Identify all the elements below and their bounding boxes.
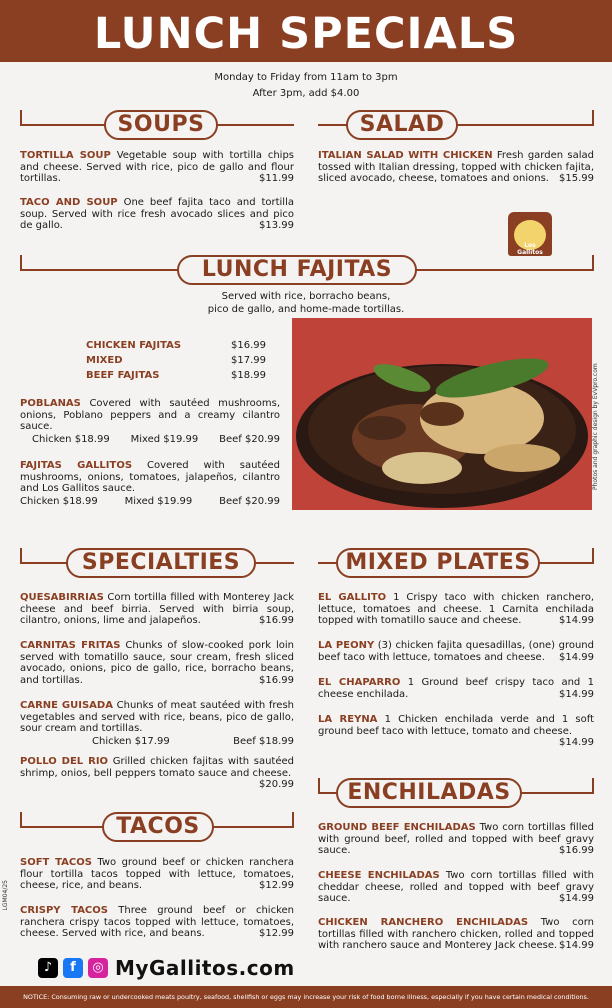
fajitas-photo-art [292, 318, 592, 510]
menu-item [20, 398, 280, 445]
soups-heading [20, 110, 294, 140]
photo-credit: Photos and graphic design by EvVpro.com [592, 363, 599, 490]
print-code: LGM04/25 [2, 880, 9, 911]
menu-item [20, 460, 280, 507]
item-price: Beef $18.99 [233, 735, 294, 747]
menu-item [318, 640, 594, 663]
mixed-plates-heading [318, 548, 594, 578]
item-name: CRISPY TACOS [20, 905, 108, 916]
item-price: $16.99 [259, 674, 294, 686]
item-price: $20.99 [259, 779, 294, 790]
mixed-plates-title: MIXED PLATES [336, 548, 540, 578]
item-desc: Two corn tortillas filled with cheddar cheese, rolled and topped with beef gravy sauce. [318, 870, 594, 904]
item-price: $12.99 [259, 928, 294, 939]
item-name: TORTILLA SOUP [20, 150, 111, 161]
rule-cap [592, 548, 594, 564]
soups-title: SOUPS [104, 110, 218, 140]
rule-cap [292, 812, 294, 828]
menu-item [20, 150, 294, 185]
item-desc: One beef fajita taco and tortilla soup. Served with rice fresh avocado slices and pico de gallo. [20, 197, 294, 231]
specialties-heading [20, 548, 294, 578]
item-price: $14.99 [559, 651, 594, 663]
after-hours-text: After 3pm, add $4.00 [252, 88, 360, 99]
item-price: $18.99 [231, 370, 266, 381]
item-name: LA REYNA [318, 714, 378, 725]
fajitas-heading [20, 255, 594, 285]
item-name: CHICKEN RANCHERO ENCHILADAS [318, 917, 529, 928]
item-desc: Covered with sautéed mushrooms, onions, tomatoes, jalapeños, cilantro and Los Gallitos sauce. [20, 460, 280, 494]
item-name: FAJITAS GALLITOS [20, 460, 133, 471]
salad-title: SALAD [346, 110, 458, 140]
website-link[interactable]: MyGallitos.com [115, 956, 295, 980]
item-price: $11.99 [259, 173, 294, 184]
item-name: ITALIAN SALAD WITH CHICKEN [318, 150, 493, 161]
instagram-icon[interactable]: ◎ [88, 958, 108, 978]
list-item [86, 368, 266, 383]
item-price: $13.99 [259, 220, 294, 231]
fajitas-photo [292, 318, 592, 510]
menu-item [318, 677, 594, 700]
price-row [20, 496, 280, 508]
item-desc: 1 Chicken enchilada verde and 1 soft ground beef taco with lettuce, tomato and cheese. [318, 714, 595, 737]
price-row [20, 434, 280, 446]
item-name: QUESABIRRIAS [20, 592, 104, 603]
item-desc: Chunks of slow-cooked pork loin served with tomatillo sauce, sour cream, fresh sliced avocado, onions, pico de gallo, rice, borracho beans, and tortillas. [20, 640, 295, 686]
rule-cap [592, 255, 594, 271]
enchiladas-title: ENCHILADAS [336, 778, 522, 808]
item-price: Chicken $17.99 [92, 735, 170, 747]
list-item [86, 338, 266, 353]
facebook-icon[interactable]: f [63, 958, 83, 978]
menu-item [318, 150, 594, 185]
social-links [38, 957, 295, 979]
enchiladas-heading [318, 778, 594, 808]
item-name: LA PEONY [318, 640, 375, 651]
rule-cap [20, 110, 22, 126]
rule-cap [318, 778, 320, 794]
item-desc: 1 Ground beef crispy taco and 1 cheese enchilada. [318, 677, 594, 700]
menu-item [318, 714, 594, 749]
item-price: Chicken $18.99 [32, 433, 110, 445]
tiktok-icon[interactable]: ♪ [38, 958, 58, 978]
item-price: $17.99 [231, 355, 266, 366]
item-desc: Corn tortilla filled with Monterey Jack cheese and beef birria. Served with birria soup, cilantro, onions, lime and jalapeños. [20, 592, 295, 626]
logo-text: Los Gallitos [517, 242, 543, 256]
item-desc: Grilled chicken fajitas with sautéed shrimp, onios, bell peppers tomato sauce and cheese. [20, 756, 294, 779]
fajitas-intro: Served with rice, borracho beans, [221, 291, 391, 302]
food-safety-notice: NOTICE: Consuming raw or undercooked meats poultry, seafood, shellfish or eggs may increase your risk of food borne illness, especially if you have certain medical conditions. [0, 986, 612, 1008]
menu-item [20, 756, 294, 791]
rule-cap [20, 548, 22, 564]
item-name: TACO AND SOUP [20, 197, 118, 208]
item-desc: Two corn tortillas filled with ground beef, rolled and topped with beef gravy sauce. [318, 822, 594, 856]
tacos-title: TACOS [102, 812, 214, 842]
specialties-title: SPECIALTIES [66, 548, 256, 578]
menu-item [20, 640, 294, 686]
rule-cap [592, 110, 594, 126]
item-desc: Fresh garden salad tossed with Italian dressing, topped with chicken fajita, sliced avocado, cheese, tomatoes and onions. [318, 150, 594, 184]
hours-text: Monday to Friday from 11am to 3pm [214, 72, 398, 83]
rule-cap [20, 812, 22, 828]
salad-heading [318, 110, 594, 140]
item-name: CARNE GUISADA [20, 700, 113, 711]
item-price: $16.99 [231, 340, 266, 351]
item-desc: Covered with sautéed mushrooms, onions, Poblano peppers and a creamy cilantro sauce. [20, 398, 280, 432]
item-price: $14.99 [559, 940, 594, 951]
item-desc: Two ground beef or chicken ranchera flour tortilla tacos topped with lettuce, tomatoes, cheese, rice, and beans. [20, 857, 294, 891]
item-desc: Chunks of meat sautéed with fresh vegetables and served with rice, beans, pico de gallo, sour cream and tortillas. [20, 700, 294, 734]
item-desc: Three ground beef or chicken ranchera crispy tacos topped with lettuce, tomatoes, cheese. Served with rice, and beans. [20, 905, 294, 939]
item-name: SOFT TACOS [20, 857, 92, 868]
item-price: Beef $20.99 [219, 433, 280, 445]
item-name: POLLO DEL RIO [20, 756, 109, 767]
menu-item [318, 822, 594, 857]
item-price: Mixed $19.99 [124, 495, 193, 507]
item-name: EL CHAPARRO [318, 677, 401, 688]
item-desc: Vegetable soup with tortilla chips and cheese. Served with rice, pico de gallo and flour tortillas. [20, 150, 294, 184]
item-name: BEEF FAJITAS [86, 370, 160, 381]
restaurant-logo [508, 212, 552, 256]
fajitas-intro: pico de gallo, and home-made tortillas. [207, 304, 405, 315]
rule-cap [592, 778, 594, 794]
menu-item [318, 870, 594, 905]
fajitas-title: LUNCH FAJITAS [177, 255, 417, 285]
item-price: Beef $20.99 [219, 495, 280, 507]
fajitas-price-list [86, 338, 266, 383]
item-desc: Two corn tortillas filled with ranchero chicken, rolled and topped with ranchero sauce and Monterey Jack cheese. [318, 917, 594, 951]
item-name: CHEESE ENCHILADAS [318, 870, 440, 881]
rule-cap [20, 255, 22, 271]
price-row [20, 736, 294, 748]
item-price: $14.99 [559, 615, 594, 626]
item-price: $12.99 [259, 880, 294, 891]
item-price: $14.99 [559, 737, 594, 748]
item-name: CARNITAS FRITAS [20, 640, 121, 651]
item-price: Chicken $18.99 [20, 495, 98, 507]
item-name: EL GALLITO [318, 592, 387, 603]
item-desc: (3) chicken fajita quesadillas, (one) ground beef taco with lettuce, tomatoes and cheese. [318, 640, 594, 663]
item-price: $14.99 [559, 893, 594, 904]
menu-item [20, 857, 294, 892]
menu-item [318, 917, 594, 952]
item-price: $16.99 [259, 615, 294, 626]
menu-item [20, 592, 294, 627]
item-name: MIXED [86, 355, 123, 366]
page-title: LUNCH SPECIALS [93, 9, 519, 59]
item-price: $14.99 [559, 688, 594, 700]
item-price: Mixed $19.99 [130, 433, 199, 445]
menu-item [318, 592, 594, 627]
menu-item [20, 197, 294, 232]
item-name: CHICKEN FAJITAS [86, 340, 182, 351]
item-price: $15.99 [559, 173, 594, 184]
tacos-heading [20, 812, 294, 842]
list-item [86, 353, 266, 368]
menu-item [20, 700, 294, 747]
item-desc: 1 Crispy taco with chicken ranchero, lettuce, tomatoes and cheese. 1 Carnita enchilada topped with tomatillo sauce and cheese. [318, 592, 595, 626]
item-name: POBLANAS [20, 398, 81, 409]
item-name: GROUND BEEF ENCHILADAS [318, 822, 476, 833]
item-price: $16.99 [559, 845, 594, 856]
menu-item [20, 905, 294, 940]
